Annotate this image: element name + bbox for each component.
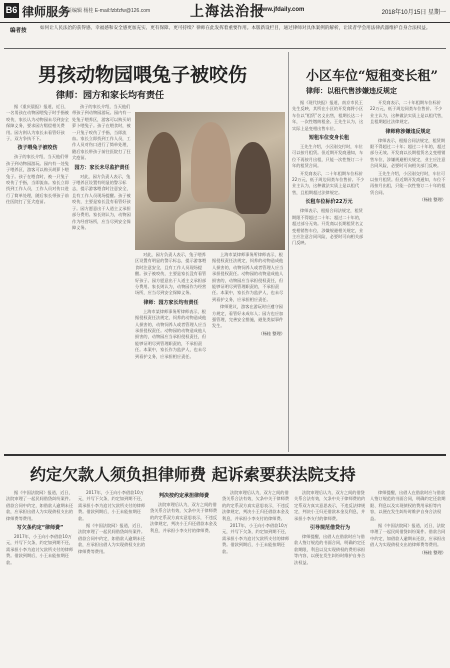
article1-subtitle: 律师：园方和家长均有责任 <box>56 91 165 101</box>
photo-figure <box>235 142 271 214</box>
article3-col1 <box>6 490 74 662</box>
article2-col1 <box>292 100 366 440</box>
article1-col2 <box>72 104 132 380</box>
article1-title: 男孩动物园喂兔子被咬伤 <box>38 64 248 86</box>
paragraph: 王先生介绍，小区刚交付时，车位可以按月租赁。但近期开发商通知，车位不再按月出租，只能一次性签订二十年的租赁合同。 <box>292 144 364 169</box>
article2-col2 <box>370 100 446 440</box>
paragraph: 据《重庆晨报》报道，近日，一名男孩在动物园喂兔子时手指被咬伤，家长认为动物园未尽到安全保障义务，要求园方赔偿相关费用。园方则认为家长未看管好孩子，双方争执不下。 <box>6 104 69 142</box>
section-heading: 律师：园方家长均有责任 <box>143 299 199 306</box>
paragraph: 开发商表示，二十年租期车位标价22万元，低于周边同类车位售价。不少业主认为，这种做法实质上是以租代售，且租期超过法律规定。 <box>292 170 365 195</box>
column-divider <box>288 52 289 452</box>
article2-author: （杨桂 整理） <box>419 197 446 203</box>
paragraph: 法院审理后认为，双方之间的借贷关系合法有效，欠条中关于律师费的约定系双方真实意思表示，不违反法律规定，判决小王归还借款本金及利息，并承担小李支付的律师费。 <box>222 490 290 521</box>
paragraph: 据《中国法院网》报道，近日，法院审理了一起民间借贷纠纷案件。借款合同中约定，如借款人逾期未还款，应承担出借人为实现债权支出的律师费等费用。 <box>370 523 446 548</box>
editor-note-label: 编者按 <box>10 28 27 34</box>
paragraph: 上海市某律师事务所律师表示，根据侵权责任法规定，饲养的动物造成他人损害的，动物饲养人或者管理人应当承担侵权责任。动物园的动物造成他人损害的，动物园应当承担侵权责任，但能够证明尽到管理职责的，不承担责任。本案中，家长作为监护人，也未尽到看护义务，应承担相应责任。 <box>135 308 207 359</box>
divider <box>4 454 446 456</box>
article1-author: （杨桂 整理） <box>258 330 285 336</box>
paragraph: 律师表示，根据合同法规定，租赁期限不得超过二十年；超过二十年的，超过部分无效。开发商以长期租赁名义变相销售车位，涉嫌规避相关规定，业主应注意合同风险，必要时可向相关部门反映。 <box>292 208 364 246</box>
editor-note: 如何让人民法治的获得感、幸福感和安全感更加充实、更有保障、更可持续？律师在此发挥着重要作用。本版新设栏目，通过律师对具体案例的解析，让读者学会用法律武器维护自身合法权益。 <box>40 26 431 31</box>
section-heading: 长租车位标价22万元 <box>305 199 353 206</box>
article3-col5 <box>294 490 366 662</box>
section-logo: B6 <box>4 3 19 18</box>
newspaper-url[interactable]: www.jfdaily.com <box>258 7 305 13</box>
section-heading: 短租车位变身长租 <box>308 135 349 142</box>
photo-figure <box>191 122 231 202</box>
article3-col3 <box>150 490 218 662</box>
editor-meta: 责任编辑 杨桂 E-mail:fzbfzfw@126.com <box>62 8 151 14</box>
article3-title: 约定欠款人须负担律师费 起诉索要获法院支持 <box>30 465 356 484</box>
article3-author: （杨桂 整理） <box>419 549 446 555</box>
paragraph: 2017年，小王向小李借款10万元，并写下欠条，约定如到期不还，需承担小李为追讨欠款所支付的律师费。借款到期后，小王未能按期还款。 <box>78 490 146 521</box>
article3-col2 <box>78 490 146 662</box>
paragraph: 对此，园方负责人表示，兔子喂养区设置有明显的警示标志，提示游客喂食时注意安全，且有工作人员现场提醒。孩子被咬伤，主要是家长没有看管好孩子。园方愿意出于人道主义承担部分费用。家长则认为，动物园作为经营场所，应当尽到安全保障义务。 <box>72 173 131 230</box>
paragraph: 法院审理后认为，双方之间的借贷关系合法有效，欠条中关于律师费的约定系双方真实意思表示，不违反法律规定，判决小王归还借款本金及利息，并承担小李支付的律师费。 <box>150 502 218 533</box>
paragraph: 王先生介绍，小区刚交付时，车位可以按月租赁。但近期开发商通知，车位不再按月出租，只能一次性签订二十年的租赁合同。 <box>370 170 446 195</box>
paragraph: 2017年，小王向小李借款10万元，并写下欠条，约定如到期不还，需承担小李为追讨欠款所支付的律师费。借款到期后，小王未能按期还款。 <box>6 534 74 565</box>
photo-figure <box>147 132 181 202</box>
section-heading: 孩子喂兔子被咬伤 <box>17 145 58 152</box>
article2-subtitle: 律师：以租代售涉嫌违反规定 <box>306 87 397 95</box>
article1-col1 <box>6 104 69 380</box>
paragraph: 2017年，小王向小李借款10万元，并写下欠条，约定如到期不还，需承担小李为追讨欠款所支付的律师费。借款到期后，小王未能按期还款。 <box>222 523 290 554</box>
article3-col6 <box>370 490 446 662</box>
article3-col4 <box>222 490 290 662</box>
paragraph: 律师表示，根据合同法规定，租赁期限不得超过二十年；超过二十年的，超过部分无效。开发商以长期租赁名义变相销售车位，涉嫌规避相关规定，业主应注意合同风险，必要时可向相关部门反映。 <box>370 137 446 169</box>
page-header <box>0 0 450 23</box>
section-heading: 律师称涉嫌违反规定 <box>385 128 431 135</box>
section-heading: 引导规范借贷行为 <box>309 525 350 532</box>
paragraph: 法院审理后认为，双方之间的借贷关系合法有效，欠条中关于律师费的约定系双方真实意思表示，不违反法律规定，判决小王归还借款本金及利息，并承担小李支付的律师费。 <box>294 490 366 521</box>
article1-col4 <box>212 252 285 380</box>
paragraph: 律师提醒，出借人在借款时应与借款人签订规范的书面合同，明确约定还款期限、利息以及实现债权的费用承担等内容，以便在发生纠纷时维护自身合法权益。 <box>370 490 446 521</box>
paragraph: 孩子的家长介绍，当天他们带孩子到动物园游玩。园内有一处兔子喂养区，游客可以购买胡萝卜喂兔子。孩子在喂食时，被一只兔子咬伤了手指，当即流血。家长立即找到工作人员，工作人员对伤口进行了简单处理，随后家长带孩子前往医院打了狂犬疫苗。 <box>6 154 69 205</box>
news-photo <box>135 112 285 250</box>
paragraph: 据《中国法院网》报道，近日，法院审理了一起民间借贷纠纷案件。借款合同中约定，如借款人逾期未还款，应承担出借人为实现债权支出的律师费等费用。 <box>78 523 146 554</box>
article1-col3 <box>135 252 207 380</box>
issue-date: 2018年10月15日 星期一 <box>381 10 446 16</box>
photo-figure <box>175 208 245 242</box>
paragraph: 律师提醒，出借人在借款时应与借款人签订规范的书面合同，明确约定还款期限、利息以及实现债权的费用承担等内容，以便在发生纠纷时维护自身合法权益。 <box>294 534 366 565</box>
section-heading: 判决按约定承担律师费 <box>158 493 209 499</box>
section-heading: 写欠条约定“律师费” <box>16 525 64 532</box>
section-title: 律师服务 <box>22 5 71 19</box>
paragraph: 对此，园方负责人表示，兔子喂养区设置有明显的警示标志，提示游客喂食时注意安全，且有工作人员现场提醒。孩子被咬伤，主要是家长没有看管好孩子。园方愿意出于人道主义承担部分费用。家长则认为，动物园作为经营场所，应当尽到安全保障义务。 <box>135 252 207 296</box>
paragraph: 开发商表示，二十年租期车位标价22万元，低于周边同类车位售价。不少业主认为，这种做法实质上是以租代售，且租期超过法律规定。 <box>370 100 446 125</box>
newspaper-masthead: 上海法治报 <box>190 4 265 20</box>
article2-title: 小区车位“短租变长租” <box>306 69 438 84</box>
section-heading: 园方：家长未尽监护责任 <box>74 164 130 171</box>
paragraph: 上海市某律师事务所律师表示，根据侵权责任法规定，饲养的动物造成他人损害的，动物饲养人或者管理人应当承担侵权责任。动物园的动物造成他人损害的，动物园应当承担侵权责任，但能够证明尽到管理职责的，不承担责任。本案中，家长作为监护人，也未尽到看护义务，应承担相应责任。 <box>212 252 284 302</box>
paragraph: 律师建议，游客在游玩时应遵守园方规定，看管好未成年人；园方也应加强管理，完善安全措施，避免类似事件发生。 <box>212 304 284 329</box>
paragraph: 据《现代快报》报道，南京市民王先生反映，其所在小区的开发商将小区车位以“租赁”名义出售，租期长达二十年，一次性缴纳租金。王先生认为，这实际上是变相出售车位。 <box>292 100 364 131</box>
divider <box>4 48 446 49</box>
paragraph: 据《中国法院网》报道，近日，法院审理了一起民间借贷纠纷案件。借款合同中约定，如借款人逾期未还款，应承担出借人为实现债权支出的律师费等费用。 <box>6 490 74 521</box>
paragraph: 孩子的家长介绍，当天他们带孩子到动物园游玩。园内有一处兔子喂养区，游客可以购买胡萝卜喂兔子。孩子在喂食时，被一只兔子咬伤了手指，当即流血。家长立即找到工作人员，工作人员对伤口进行了简单处理，随后家长带孩子前往医院打了狂犬疫苗。 <box>72 104 131 161</box>
